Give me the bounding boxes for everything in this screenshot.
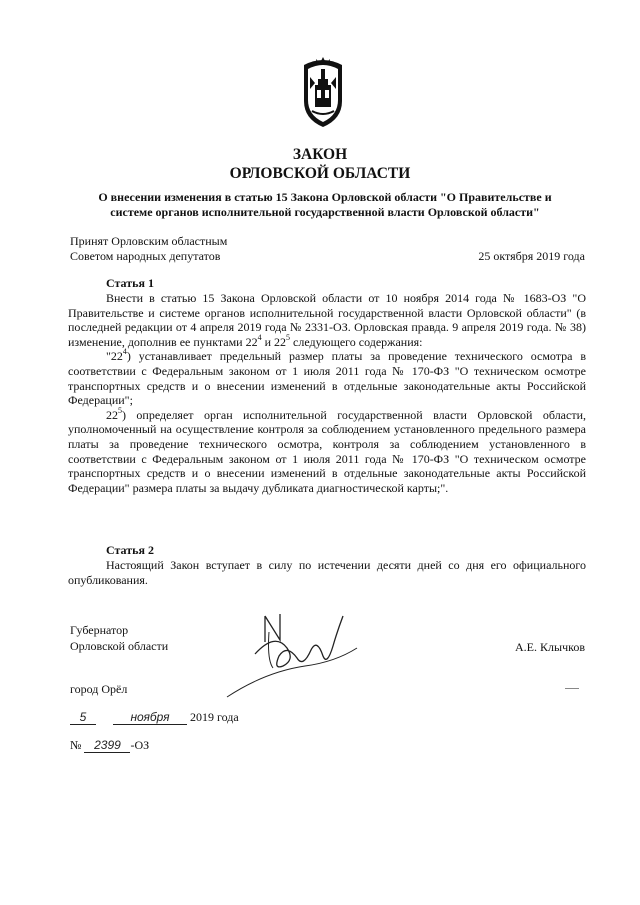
- article1-heading: Статья 1: [106, 276, 154, 290]
- article1-paragraph2: "$22^4$) устанавливает предельный размер платы за проведение технического осмотра в соответствии с Федеральным законом от 1 июля 2011 года № 170-ФЗ "О техническом осмотре транспортных средств и о внесении изменений в отдельные законодательные акты Российской Федерации";: [68, 347, 586, 408]
- law-number: 2399: [84, 738, 130, 753]
- law-subject: [60, 190, 590, 220]
- article1-body: [68, 291, 586, 495]
- article1-paragraph1: Внести в статью 15 Закона Орловской области от 10 ноября 2014 года № 1683-ОЗ "О Правительстве и системе органов исполнительной государственной власти Орловской области" (в последней редакции от 4 апреля 2019 года № 2331-ОЗ. Орловская правда. 9 апреля 2019 года. № 38) изменение, дополнив ее пунктами $22^4$ и $22^5$ следующего содержания:: [68, 291, 586, 349]
- law-title: ЗАКОН: [292, 146, 348, 163]
- article2-paragraph1: Настоящий Закон вступает в силу по истечении десяти дней со дня его официального опубликования.: [68, 558, 586, 587]
- law-subject-line2: системе органов исполнительной государственной власти Орловской области": [110, 205, 540, 219]
- city-line: город Орёл: [70, 682, 128, 696]
- adoption-body: [70, 234, 370, 264]
- signing-date: [70, 710, 239, 725]
- law-number-suffix: -ОЗ: [130, 738, 150, 752]
- governor-title-line1: Губернатор: [70, 623, 129, 637]
- article2-body: [68, 558, 586, 587]
- law-subject-line1: О внесении изменения в статью 15 Закона Орловской области "О Правительстве и: [98, 190, 552, 204]
- adoption-line1: Принят Орловским областным: [70, 234, 228, 248]
- governor-title: [70, 622, 168, 654]
- margin-dash: [565, 688, 579, 689]
- article2-heading: Статья 2: [106, 543, 154, 557]
- article1-paragraph3: $22^5$) определяет орган исполнительной государственной власти Орловской области, уполномоченный на осуществление контроля за соблюдением установленного предельного размера платы за проведение технического осмотра, контроля за соблюдением установленного в соответствии с Федеральным законом от 1 июля 2011 года № 170-ФЗ "О техническом осмотре транспортных средств и о внесении изменений в отдельные законодательные акты Российской Федерации" размера платы за выдачу дубликата диагностической карты;".: [68, 405, 586, 495]
- region-title: ОРЛОВСКОЙ ОБЛАСТИ: [229, 165, 411, 182]
- signing-year: 2019 года: [190, 710, 239, 724]
- number-sign: №: [70, 738, 82, 752]
- adoption-line2: Советом народных депутатов: [70, 249, 221, 263]
- signing-day: 5: [70, 710, 96, 725]
- signing-month: ноября: [113, 710, 187, 725]
- coat-of-arms-icon: [298, 55, 348, 129]
- adoption-date: 25 октября 2019 года: [478, 249, 585, 263]
- governor-title-line2: Орловской области: [70, 639, 169, 653]
- handwritten-signature-icon: [225, 602, 365, 702]
- law-number-line: [70, 738, 149, 753]
- governor-name: А.Е. Клычков: [515, 640, 585, 654]
